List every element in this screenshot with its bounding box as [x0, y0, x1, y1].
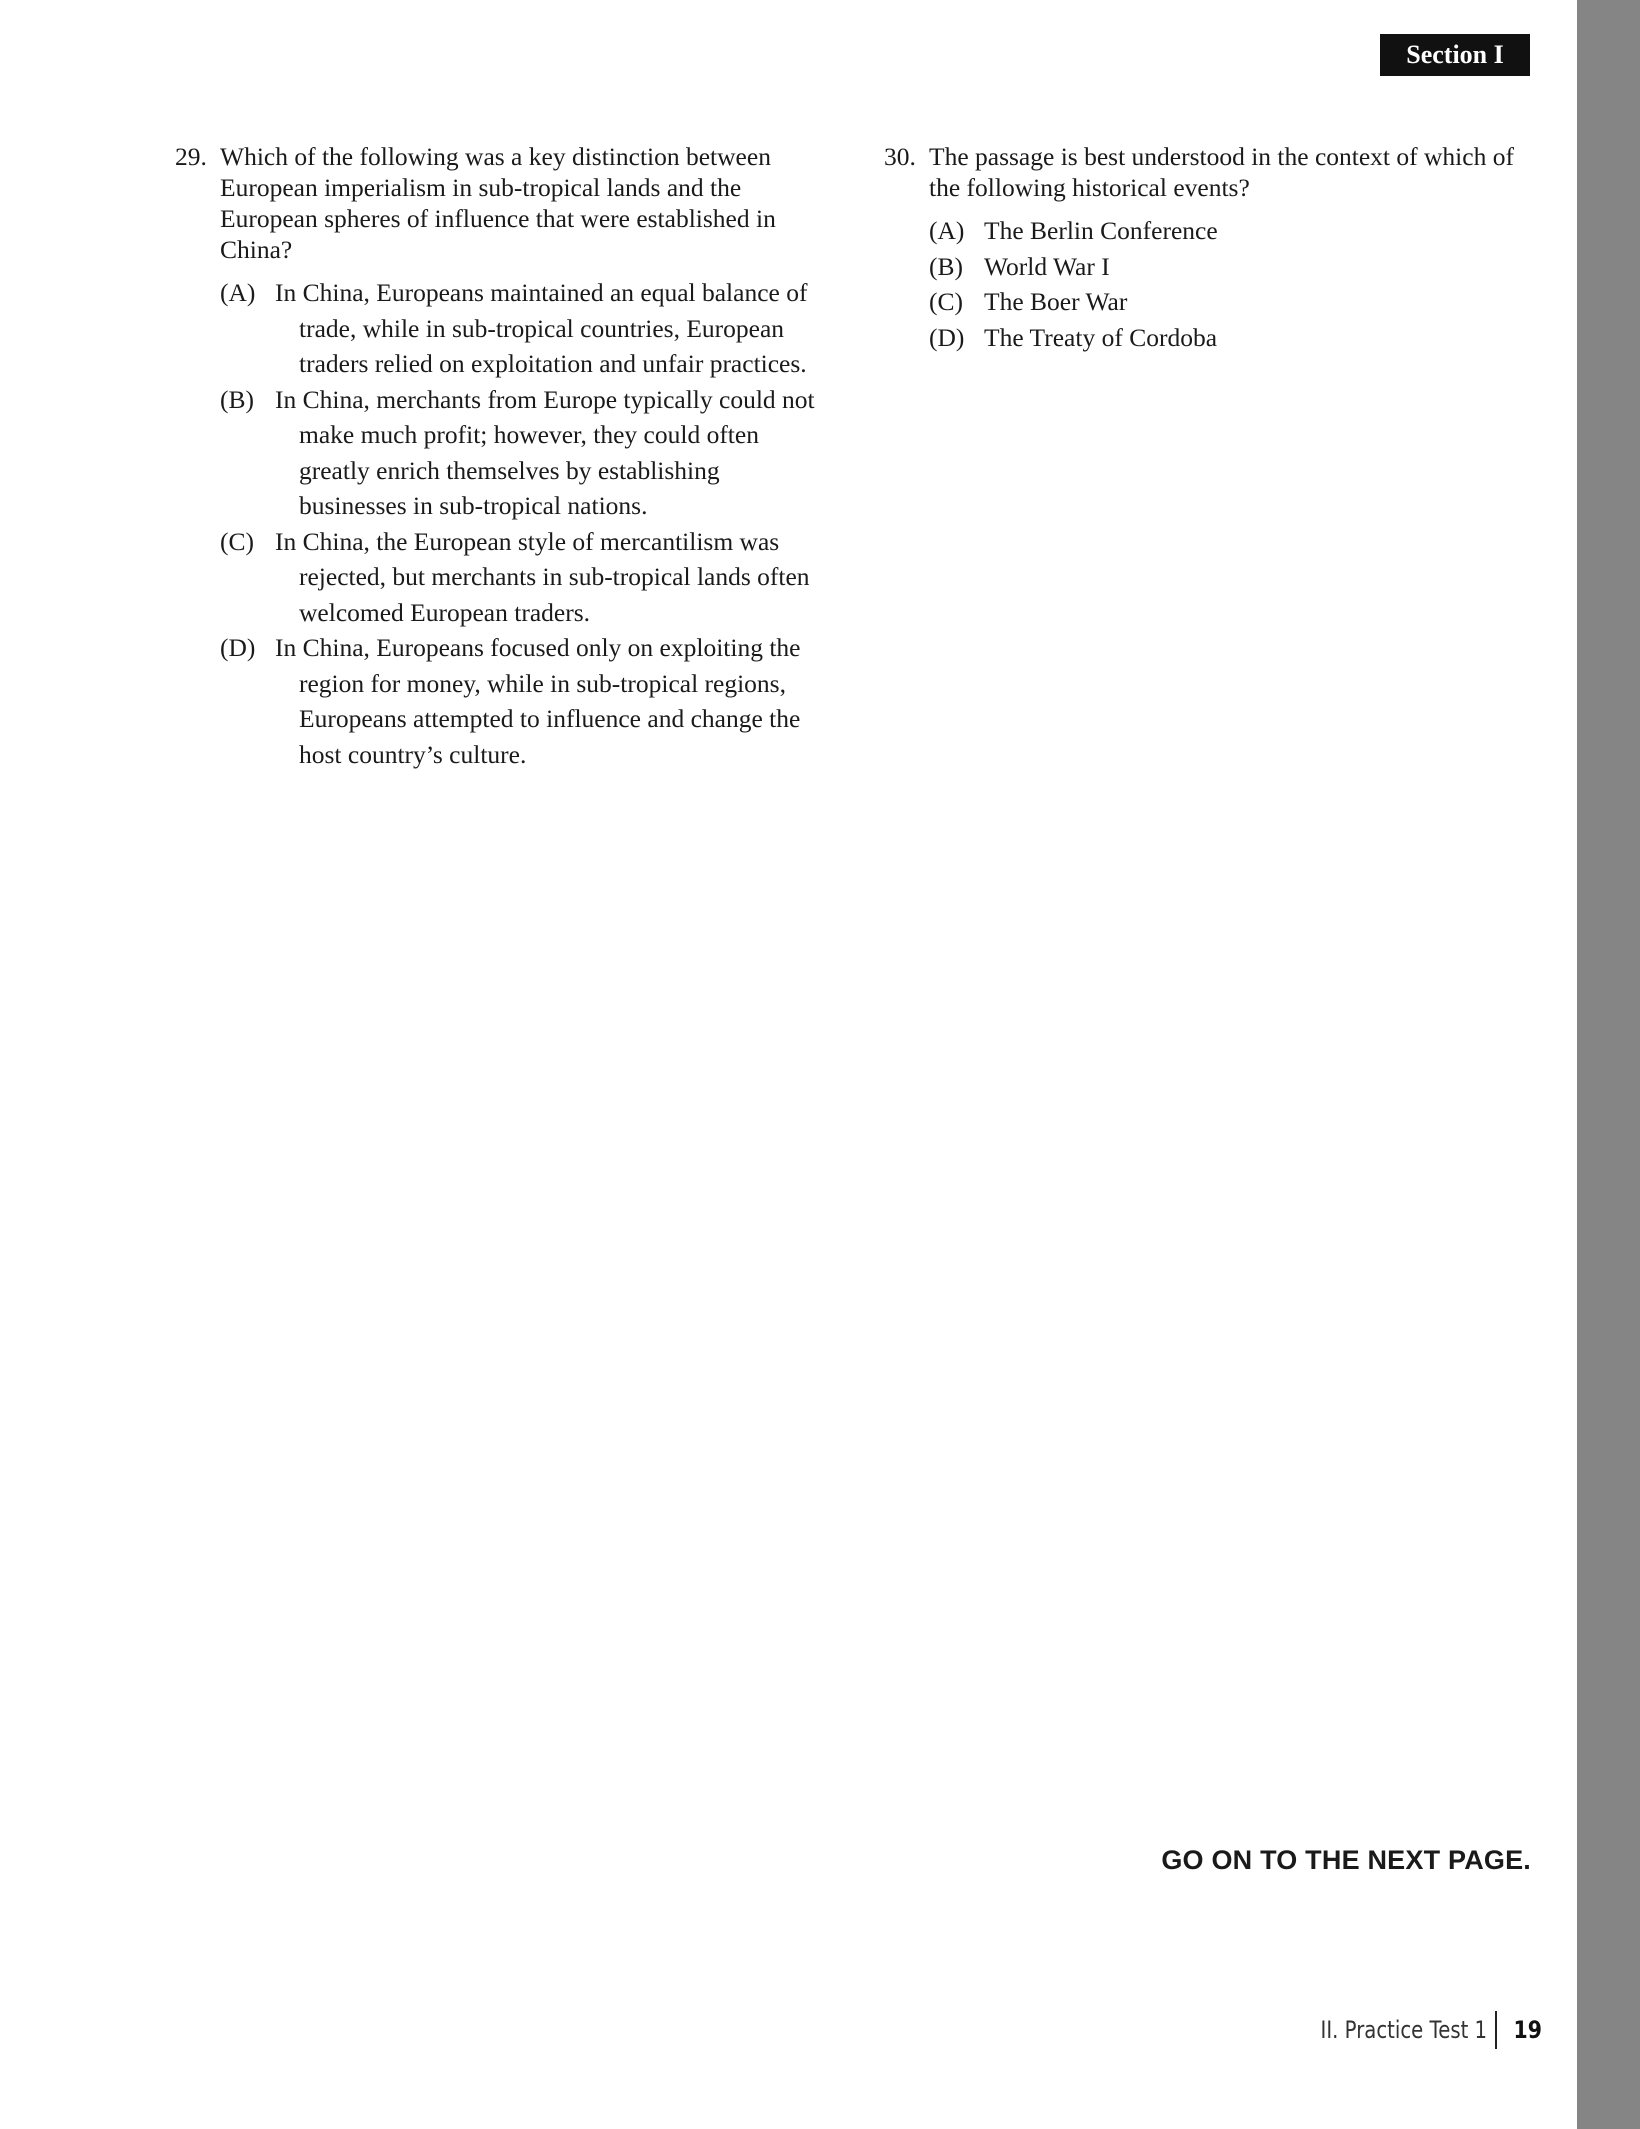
question-number: 29.: [175, 142, 207, 171]
answer-choices: [175, 275, 825, 772]
choice-text: In China, Europeans maintained an equal balance of trade, while in sub-tropical countries, European traders relied on exploitation and unfair practices.: [275, 278, 808, 378]
choice-letter: (A): [220, 278, 256, 307]
choice-text: The Boer War: [984, 287, 1128, 316]
choice-letter: (D): [220, 633, 256, 662]
answer-choice-b: [220, 382, 825, 524]
choice-letter: (B): [220, 384, 254, 414]
question-30: [884, 141, 1534, 355]
choice-letter: (D): [929, 322, 965, 352]
question-text: The passage is best understood in the context of which of the following historical events?: [929, 142, 1514, 202]
question-stem: [884, 141, 1534, 203]
choice-text: The Treaty of Cordoba: [984, 322, 1218, 352]
next-page-instruction: GO ON TO THE NEXT PAGE.: [1161, 1845, 1531, 1875]
footer-divider: [1495, 2011, 1497, 2049]
choice-text: In China, merchants from Europe typically could not make much profit; however, they could often greatly enrich themselves by establishing businesses in sub-tropical nations.: [275, 384, 815, 520]
choice-text: World War I: [984, 251, 1110, 281]
question-text: Which of the following was a key distinction between European imperialism in sub-tropical lands and the European spheres of influence that were established in China?: [220, 142, 776, 264]
question-stem: [175, 141, 825, 265]
question-number: 30.: [884, 142, 916, 171]
page-edge-strip: [1577, 0, 1640, 2129]
page-number: 19: [1513, 2016, 1542, 2044]
answer-choice-c: [220, 524, 825, 631]
choice-letter: (B): [929, 251, 963, 281]
answer-choice-a: [929, 213, 1534, 249]
answer-choice-d: [929, 320, 1534, 356]
answer-choices: [884, 213, 1534, 355]
page-footer: [1284, 2010, 1544, 2050]
choice-text: The Berlin Conference: [984, 216, 1218, 245]
section-label: Section I: [1380, 34, 1530, 76]
choice-letter: (A): [929, 216, 965, 245]
choice-letter: (C): [220, 526, 254, 556]
answer-choice-c: [929, 284, 1534, 320]
answer-choice-b: [929, 249, 1534, 285]
answer-choice-d: [220, 630, 825, 772]
footer-title: II. Practice Test 1: [1320, 2016, 1487, 2044]
choice-letter: (C): [929, 287, 963, 316]
answer-choice-a: [220, 275, 825, 382]
choice-text: In China, Europeans focused only on exploiting the region for money, while in sub-tropical regions, Europeans attempted to influence and change the host country’s culture.: [275, 633, 801, 769]
question-29: [175, 141, 825, 772]
choice-text: In China, the European style of mercantilism was rejected, but merchants in sub-tropical lands often welcomed European traders.: [275, 526, 810, 627]
